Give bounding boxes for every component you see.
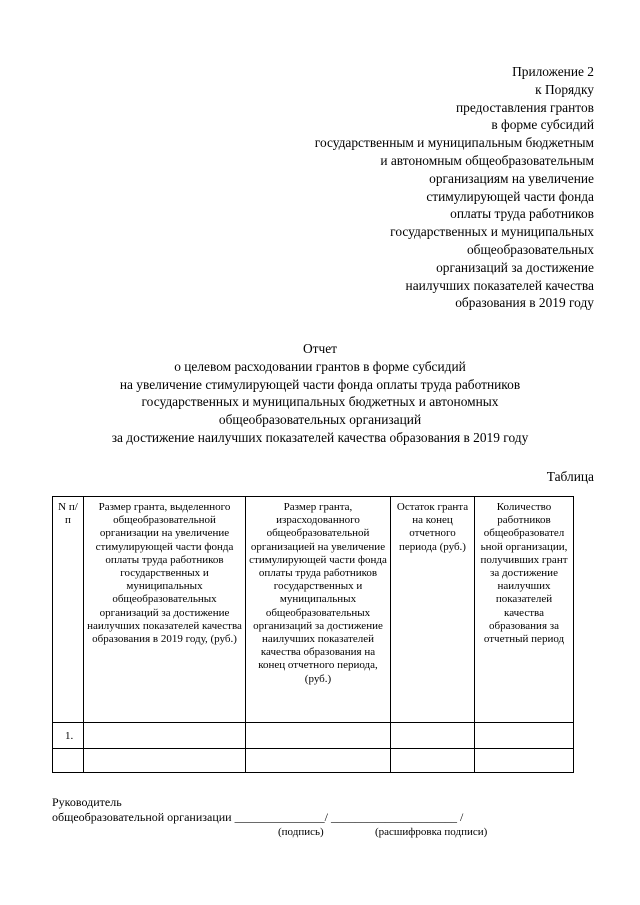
report-title-line: за достижение наилучших показателей качества образования в 2019 году	[111, 429, 529, 445]
table-cell	[84, 749, 246, 773]
table-cell	[84, 723, 246, 749]
annex-line: стимулирующей части фонда	[426, 188, 594, 204]
table-cell	[475, 723, 574, 749]
signature-end: /	[459, 810, 464, 824]
annex-line: оплаты труда работников	[450, 206, 594, 222]
signature-label-head: Руководитель	[52, 795, 122, 809]
table-header-row	[53, 497, 574, 723]
signature-line	[52, 810, 463, 825]
table-row	[53, 749, 574, 773]
signature-block	[52, 795, 463, 825]
header-cell-grant-spent: Размер гранта, израсходованного общеобразовательной организацией на увеличение стимулирующей части фонда оплаты труда работников государственных и муниципальных общеобразовательных организаций за достижение наилучших показателей качества образования на конец отчетного периода, (руб.)	[246, 497, 391, 723]
report-title-line: государственных и муниципальных бюджетных и автономных	[141, 394, 499, 410]
annex-line: организациям на увеличение	[429, 170, 594, 186]
annex-line: к Порядку	[535, 81, 594, 97]
annex-line: наилучших показателей качества	[405, 277, 594, 293]
decoding-hint: (расшифровка подписи)	[375, 826, 488, 838]
annex-line: в форме субсидий	[491, 117, 594, 133]
header-cell-grant-allocated: Размер гранта, выделенного общеобразовательной организации на увеличение стимулирующей части фонда оплаты труда работников государственных и муниципальных общеобразовательных организаций за достижение наилучших показателей качества образования в 2019 году, (руб.)	[84, 497, 246, 723]
grant-table	[52, 496, 574, 773]
table-cell	[246, 749, 391, 773]
report-title-line: на увеличение стимулирующей части фонда оплаты труда работников	[119, 376, 521, 392]
annex-line: государственным и муниципальным бюджетным	[314, 135, 594, 151]
annex-line: общеобразовательных	[466, 241, 594, 257]
report-title-line: Отчет	[302, 341, 338, 356]
signature-label-org: общеобразовательной организации	[52, 810, 232, 824]
annex-line: предоставления грантов	[456, 99, 594, 115]
table-cell	[391, 749, 475, 773]
report-title-line: общеобразовательных организаций	[218, 412, 422, 428]
annex-line: Приложение 2	[512, 64, 594, 79]
table-cell	[53, 749, 84, 773]
table-cell	[246, 723, 391, 749]
table-cell	[391, 723, 475, 749]
table-cell: 1.	[53, 723, 84, 749]
annex-line: государственных и муниципальных	[390, 224, 594, 240]
decoding-blank: _____________________	[330, 810, 457, 824]
table-cell	[475, 749, 574, 773]
signature-separator: /	[324, 810, 328, 824]
signature-hint: (подпись)	[278, 826, 324, 838]
annex-line: и автономным общеобразовательным	[380, 152, 594, 168]
table-row	[53, 723, 574, 749]
report-title	[40, 340, 600, 447]
header-cell-number: N п/п	[53, 497, 84, 723]
signature-blank: _______________	[234, 810, 325, 824]
annex-line: организаций за достижение	[436, 259, 594, 275]
header-cell-grant-balance: Остаток гранта на конец отчетного периода (руб.)	[391, 497, 475, 723]
annex-block	[234, 63, 594, 312]
table-caption: Таблица	[546, 469, 594, 484]
report-title-line: о целевом расходовании грантов в форме субсидий	[174, 358, 466, 374]
header-cell-employees-count: Количество работников общеобразовател ьной организации, получивших грант за достижение наилучших показателей качества образования за отчетный период	[475, 497, 574, 723]
annex-line: образования в 2019 году	[455, 295, 594, 311]
